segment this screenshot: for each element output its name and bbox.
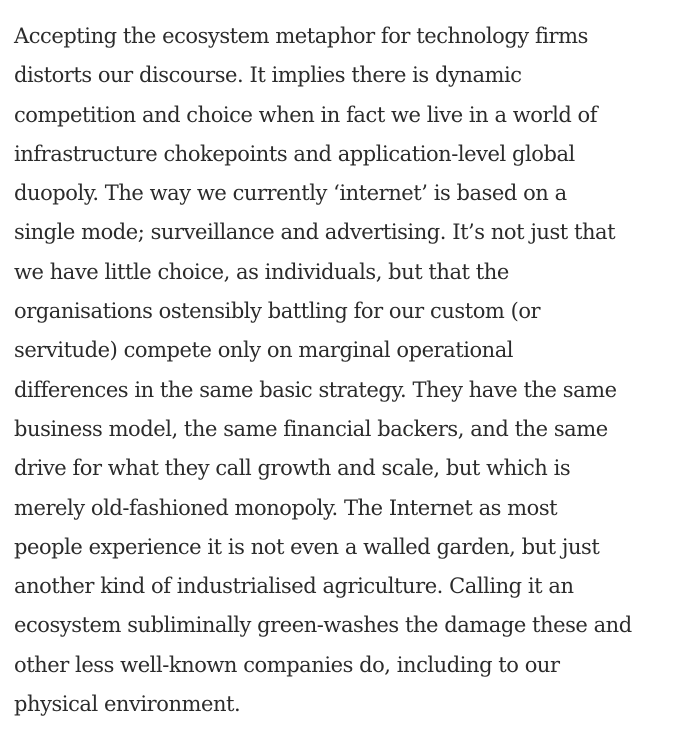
paragraph-line: competition and choice when in fact we live in a world of [14, 102, 598, 127]
paragraph-line: duopoly. The way we currently ‘internet’ is based on a [14, 181, 567, 206]
article-paragraph [14, 17, 678, 724]
paragraph-line: drive for what they call growth and scale, but which is [14, 456, 571, 481]
paragraph-line: infrastructure chokepoints and application-level global [14, 141, 575, 166]
paragraph-line: physical environment. [14, 692, 241, 717]
paragraph-line: merely old-fashioned monopoly. The Internet as most [14, 495, 558, 520]
paragraph-line: business model, the same financial backers, and the same [14, 416, 608, 441]
paragraph-line: we have little choice, as individuals, but that the [14, 259, 509, 284]
paragraph-line: ecosystem subliminally green-washes the damage these and [14, 613, 632, 638]
paragraph-line: servitude) compete only on marginal operational [14, 338, 514, 363]
paragraph-line: distorts our discourse. It implies there is dynamic [14, 63, 522, 88]
paragraph-line: single mode; surveillance and advertising. It’s not just that [14, 220, 616, 245]
paragraph-line: Accepting the ecosystem metaphor for technology firms [14, 24, 588, 48]
paragraph-line: organisations ostensibly battling for our custom (or [14, 299, 541, 324]
paragraph-line: other less well-known companies do, including to our [14, 652, 560, 677]
paragraph-line: another kind of industrialised agriculture. Calling it an [14, 574, 574, 599]
paragraph-line: differences in the same basic strategy. They have the same [14, 377, 617, 402]
paragraph-line: people experience it is not even a walled garden, but just [14, 534, 600, 559]
